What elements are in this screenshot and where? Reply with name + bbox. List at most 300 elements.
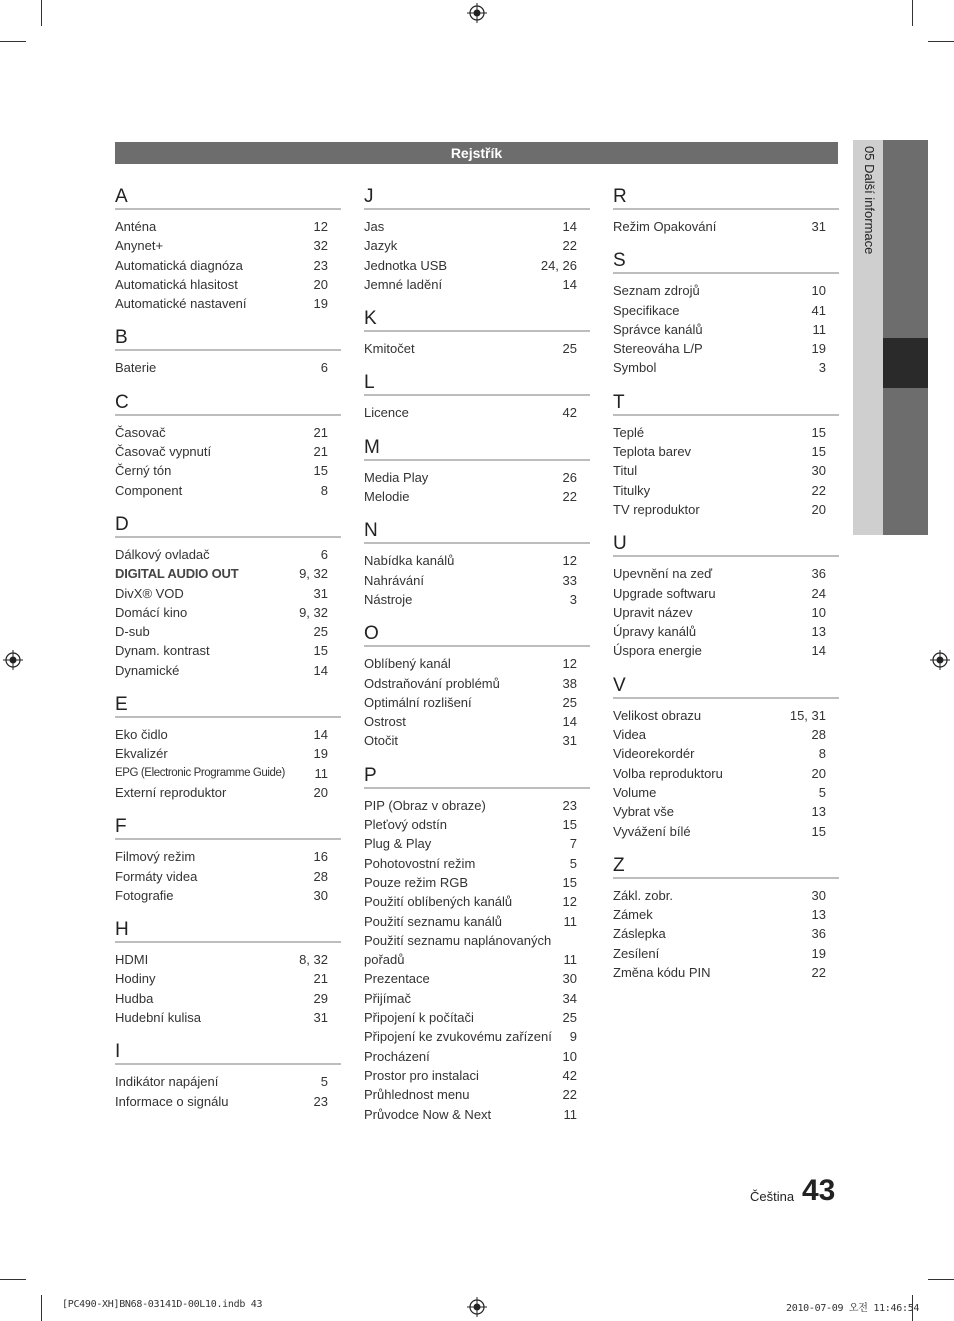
index-entry (613, 822, 839, 841)
entry-page: 7 (569, 836, 577, 852)
entry-term: Baterie (115, 360, 157, 376)
entry-page: 31 (313, 585, 328, 601)
index-entry (613, 358, 839, 377)
section-letter: Z (613, 854, 625, 876)
index-entry (115, 950, 341, 969)
entry-page: 36 (811, 566, 826, 582)
section-letter: H (115, 919, 129, 941)
entry-term: Velikost obrazu (613, 707, 702, 723)
entry-page: 8, 32 (299, 952, 328, 968)
entry-page: 25 (562, 694, 577, 710)
section-letter: U (613, 533, 627, 555)
entry-page: 19 (811, 341, 826, 357)
index-entry (613, 622, 839, 641)
entry-term: Upevnění na zeď (613, 566, 713, 582)
section-divider (364, 645, 590, 647)
entry-page: 15 (562, 874, 577, 890)
entry-term: Časovač (115, 424, 166, 440)
section-divider (115, 716, 341, 718)
crop-mark (41, 1295, 42, 1321)
entry-page: 22 (811, 965, 826, 981)
entry-page: 31 (811, 219, 826, 234)
index-entry (364, 1027, 590, 1046)
entry-page: 9, 32 (299, 566, 328, 582)
entry-page: 23 (313, 257, 328, 273)
entry-page: 14 (811, 643, 826, 659)
index-entry (115, 1092, 341, 1111)
entry-term: Upravit název (613, 604, 693, 620)
entry-page: 34 (562, 990, 577, 1006)
entry-page: 36 (811, 926, 826, 942)
index-entry (613, 481, 839, 500)
index-entry (115, 783, 341, 802)
index-entry (115, 989, 341, 1008)
section-divider (364, 787, 590, 789)
entry-term: Indikátor napájení (115, 1074, 219, 1090)
section-divider (613, 697, 839, 699)
section-divider (613, 414, 839, 416)
entry-page: 20 (811, 765, 826, 781)
index-section (115, 327, 341, 377)
index-column-3 (613, 186, 839, 996)
entry-term: Eko čidlo (115, 727, 168, 743)
entry-term: Formáty videa (115, 868, 198, 884)
entry-page: 14 (313, 727, 328, 743)
section-letter: L (364, 372, 375, 394)
entry-page: 21 (313, 444, 328, 460)
entry-page: 9 (569, 1029, 577, 1045)
entry-page: 20 (811, 501, 826, 517)
index-entry (115, 584, 341, 603)
print-slug-timestamp: 2010-07-09 오전 11:46:54 (786, 1303, 920, 1314)
index-entry (364, 731, 590, 750)
entry-term: Změna kódu PIN (613, 965, 711, 981)
index-entry (115, 603, 341, 622)
index-entry (613, 564, 839, 583)
section-divider (613, 555, 839, 557)
entry-term: Průvodce Now & Next (364, 1106, 492, 1122)
entry-term: Externí reproduktor (115, 784, 227, 800)
entry-term: HDMI (115, 952, 149, 968)
index-entry (613, 339, 839, 358)
index-entry (115, 661, 341, 680)
entry-term: Informace o signálu (115, 1093, 229, 1109)
section-divider (115, 1063, 341, 1065)
entry-page: 15 (811, 823, 826, 839)
index-entry (115, 744, 341, 763)
index-section (115, 514, 341, 680)
index-section (613, 533, 839, 660)
crop-mark (928, 41, 954, 42)
section-letter: J (364, 186, 374, 207)
index-entry (115, 275, 341, 294)
index-entry (115, 564, 341, 583)
index-section (115, 392, 341, 500)
entry-page: 23 (562, 797, 577, 813)
entry-term: Teplé (613, 424, 645, 440)
entry-term: Fotografie (115, 887, 174, 903)
entry-page: 25 (313, 624, 328, 640)
section-divider (115, 941, 341, 943)
index-section (613, 250, 839, 377)
section-letter: M (364, 436, 380, 458)
entry-term: Jemné ladění (364, 276, 443, 292)
index-entry (115, 969, 341, 988)
entry-term: Pouze režim RGB (364, 874, 469, 890)
index-entry (613, 802, 839, 821)
index-entry (364, 969, 590, 988)
entry-page: 15 (811, 424, 826, 440)
index-entry (115, 358, 341, 377)
index-entry (115, 1008, 341, 1027)
entry-page: 20 (313, 276, 328, 292)
index-entry (364, 1047, 590, 1066)
entry-term: Automatická hlasitost (115, 276, 238, 292)
entry-term: Volba reproduktoru (613, 765, 723, 781)
index-entry (115, 461, 341, 480)
entry-term: Průhlednost menu (364, 1087, 470, 1103)
entry-page: 21 (313, 971, 328, 987)
index-entry (115, 886, 341, 905)
index-entry (364, 1066, 590, 1085)
print-slug-file: [PC490-XH]BN68-03141D-00L10.indb 43 (62, 1299, 263, 1310)
index-entry (613, 442, 839, 461)
index-entry (613, 301, 839, 320)
index-section (364, 765, 590, 1124)
index-entry (613, 641, 839, 660)
entry-term: DivX® VOD (115, 585, 184, 601)
entry-page: 6 (320, 360, 328, 376)
entry-page: 3 (818, 360, 826, 376)
index-entry (115, 481, 341, 500)
section-letter: P (364, 764, 377, 786)
index-entry (364, 1105, 590, 1124)
entry-term: Dálkový ovladač (115, 546, 210, 562)
entry-term: Dynam. kontrast (115, 643, 210, 659)
index-entry (115, 442, 341, 461)
index-column-1 (115, 186, 341, 1125)
entry-term: Správce kanálů (613, 321, 703, 337)
entry-page: 19 (313, 746, 328, 762)
entry-page: 22 (562, 238, 577, 254)
entry-page: 10 (562, 1048, 577, 1064)
entry-term: Hodiny (115, 971, 156, 987)
index-section (613, 392, 839, 519)
index-entry (364, 712, 590, 731)
entry-page: 20 (313, 784, 328, 800)
entry-term: Připojení ke zvukovému zařízení (364, 1029, 552, 1045)
index-entry (115, 641, 341, 660)
index-entry (115, 217, 341, 236)
index-section (364, 623, 590, 750)
entry-page: 13 (811, 624, 826, 640)
index-entry (115, 1072, 341, 1091)
entry-term: Otočit (364, 733, 398, 749)
entry-term: Dynamické (115, 662, 180, 678)
crop-mark (928, 1279, 954, 1280)
crop-mark (41, 0, 42, 26)
entry-term: Zákl. zobr. (613, 887, 673, 903)
entry-term: Videorekordér (613, 746, 695, 762)
entry-page: 25 (562, 1010, 577, 1026)
index-section (364, 186, 590, 294)
entry-term: Pleťový odstín (364, 817, 447, 833)
index-entry (115, 423, 341, 442)
entry-term: Hudební kulisa (115, 1010, 201, 1026)
section-letter: R (613, 186, 627, 207)
section-divider (364, 542, 590, 544)
entry-page: 24 (811, 585, 826, 601)
entry-term: Úpravy kanálů (613, 624, 697, 640)
entry-page: 22 (562, 489, 577, 505)
page-number: 43 (802, 1174, 836, 1207)
section-divider (364, 330, 590, 332)
entry-page: 31 (313, 1010, 328, 1026)
index-entry (364, 834, 590, 853)
entry-term: Videa (613, 727, 647, 743)
index-entry (364, 693, 590, 712)
entry-page: 42 (562, 405, 577, 421)
section-letter: B (115, 327, 128, 349)
entry-page: 10 (811, 604, 826, 620)
index-entry (364, 931, 590, 970)
entry-term: Kmitočet (364, 341, 415, 357)
index-section (115, 1041, 341, 1111)
entry-page: 12 (562, 553, 577, 569)
index-entry (364, 339, 590, 358)
entry-term: Jas (364, 219, 385, 234)
entry-term: Melodie (364, 489, 410, 505)
entry-page: 14 (562, 714, 577, 730)
entry-page: 5 (569, 855, 577, 871)
index-entry (115, 867, 341, 886)
entry-page: 22 (562, 1087, 577, 1103)
entry-term: Pohotovostní režim (364, 855, 476, 871)
entry-page: 9, 32 (299, 604, 328, 620)
section-divider (364, 459, 590, 461)
index-entry (613, 500, 839, 519)
index-section (364, 372, 590, 422)
section-letter: T (613, 391, 625, 413)
entry-page: 28 (313, 868, 328, 884)
entry-term: TV reproduktor (613, 501, 700, 517)
crop-mark (0, 41, 26, 42)
entry-page: 15 (313, 643, 328, 659)
entry-term: Stereováha L/P (613, 341, 703, 357)
entry-term: Seznam zdrojů (613, 283, 700, 299)
section-letter: K (364, 308, 377, 330)
index-entry (613, 320, 839, 339)
registration-mark-icon (467, 3, 487, 23)
entry-page: 38 (562, 675, 577, 691)
section-divider (115, 536, 341, 538)
entry-page: 11 (563, 913, 577, 929)
chapter-tab-marker (883, 338, 928, 388)
entry-page: 24, 26 (540, 257, 577, 273)
entry-page: 31 (562, 733, 577, 749)
index-section (364, 520, 590, 609)
index-section (613, 675, 839, 841)
entry-term: Licence (364, 405, 409, 421)
entry-page: 15, 31 (789, 707, 826, 723)
entry-page: 30 (811, 887, 826, 903)
entry-page: 28 (811, 727, 826, 743)
entry-term: Připojení k počítači (364, 1010, 474, 1026)
index-entry (613, 963, 839, 982)
index-entry (115, 256, 341, 275)
entry-term: Nabídka kanálů (364, 553, 455, 569)
entry-term: Jazyk (364, 238, 398, 254)
index-entry (364, 217, 590, 236)
footer-language: Čeština (750, 1189, 795, 1204)
entry-term: Titulky (613, 482, 651, 498)
section-divider (115, 414, 341, 416)
entry-page: 25 (562, 341, 577, 357)
entry-page: 5 (818, 784, 826, 800)
entry-term: Volume (613, 784, 657, 800)
entry-term: PIP (Obraz v obraze) (364, 797, 486, 813)
entry-term: Filmový režim (115, 849, 196, 865)
index-entry (364, 873, 590, 892)
entry-page: 15 (811, 444, 826, 460)
section-letter: F (115, 816, 127, 838)
index-section (115, 694, 341, 802)
index-entry (364, 571, 590, 590)
entry-page: 8 (818, 746, 826, 762)
index-entry (364, 590, 590, 609)
entry-term: Jednotka USB (364, 257, 448, 273)
entry-page: 19 (811, 945, 826, 961)
entry-term: Použití oblíbených kanálů (364, 894, 513, 910)
entry-page: 12 (562, 894, 577, 910)
entry-page: 11 (812, 321, 826, 337)
entry-page: 11 (563, 952, 577, 968)
entry-term: Použití seznamu naplánovaných pořadů (364, 932, 552, 968)
index-entry (613, 924, 839, 943)
section-divider (115, 838, 341, 840)
section-divider (364, 208, 590, 210)
entry-term: Ekvalizér (115, 746, 168, 762)
entry-page: 16 (313, 849, 328, 865)
registration-mark-icon (930, 650, 950, 670)
entry-page: 15 (562, 817, 577, 833)
entry-term: Prezentace (364, 971, 430, 987)
crop-mark (912, 0, 913, 26)
entry-term: Nástroje (364, 591, 413, 607)
entry-term: Automatická diagnóza (115, 257, 243, 273)
index-entry (115, 725, 341, 744)
index-section (115, 919, 341, 1027)
entry-term: Titul (613, 463, 638, 479)
index-section (364, 308, 590, 358)
section-letter: V (613, 674, 626, 696)
index-entry (115, 294, 341, 313)
entry-term: DIGITAL AUDIO OUT (115, 566, 239, 582)
entry-page: 11 (314, 765, 328, 781)
entry-term: Záslepka (613, 926, 666, 942)
page-title: Rejstřík (115, 142, 838, 164)
entry-term: Zámek (613, 907, 653, 923)
entry-page: 29 (313, 990, 328, 1006)
index-section (613, 186, 839, 236)
entry-term: Vybrat vše (613, 804, 674, 820)
index-entry (613, 783, 839, 802)
index-entry (613, 764, 839, 783)
entry-term: Vyvážení bílé (613, 823, 691, 839)
index-entry (613, 944, 839, 963)
section-divider (613, 877, 839, 879)
entry-page: 41 (811, 302, 826, 318)
entry-term: Použití seznamu kanálů (364, 913, 503, 929)
entry-term: D-sub (115, 624, 150, 640)
entry-page: 30 (313, 887, 328, 903)
entry-term: Symbol (613, 360, 657, 376)
index-entry (364, 236, 590, 255)
entry-page: 33 (562, 572, 577, 588)
section-letter: A (115, 186, 128, 207)
index-entry (115, 545, 341, 564)
index-entry (364, 468, 590, 487)
entry-term: Úspora energie (613, 643, 702, 659)
entry-page: 13 (811, 804, 826, 820)
section-letter: C (115, 391, 129, 413)
entry-page: 8 (320, 482, 328, 498)
section-letter: D (115, 513, 129, 535)
index-entry (613, 603, 839, 622)
index-entry (364, 403, 590, 422)
entry-page: 3 (569, 591, 577, 607)
index-entry (115, 236, 341, 255)
index-entry (364, 815, 590, 834)
entry-page: 13 (811, 907, 826, 923)
index-entry (364, 256, 590, 275)
section-letter: O (364, 623, 379, 645)
index-entry (115, 622, 341, 641)
index-entry (115, 847, 341, 866)
index-entry (364, 854, 590, 873)
registration-mark-icon (467, 1297, 487, 1317)
entry-page: 26 (562, 469, 577, 485)
entry-term: Media Play (364, 469, 429, 485)
chapter-tab-label: 05 Další informace (862, 146, 877, 255)
entry-page: 14 (562, 219, 577, 234)
crop-mark (0, 1279, 26, 1280)
entry-term: Domácí kino (115, 604, 188, 620)
index-section (115, 186, 341, 313)
entry-page: 42 (562, 1067, 577, 1083)
entry-term: Odstraňování problémů (364, 675, 500, 691)
entry-page: 22 (811, 482, 826, 498)
entry-term: Nahrávání (364, 572, 424, 588)
index-entry (613, 461, 839, 480)
entry-term: Hudba (115, 990, 154, 1006)
section-divider (115, 208, 341, 210)
entry-term: Upgrade softwaru (613, 585, 716, 601)
index-entry (364, 1085, 590, 1104)
index-entry (613, 423, 839, 442)
entry-page: 23 (313, 1093, 328, 1109)
entry-page: 14 (562, 276, 577, 292)
entry-page: 30 (811, 463, 826, 479)
entry-page: 6 (320, 546, 328, 562)
index-entry (364, 1008, 590, 1027)
entry-page: 14 (313, 662, 328, 678)
index-entry (364, 551, 590, 570)
index-entry (364, 892, 590, 911)
entry-term: Specifikace (613, 302, 680, 318)
index-entry (613, 905, 839, 924)
index-entry (115, 764, 341, 783)
